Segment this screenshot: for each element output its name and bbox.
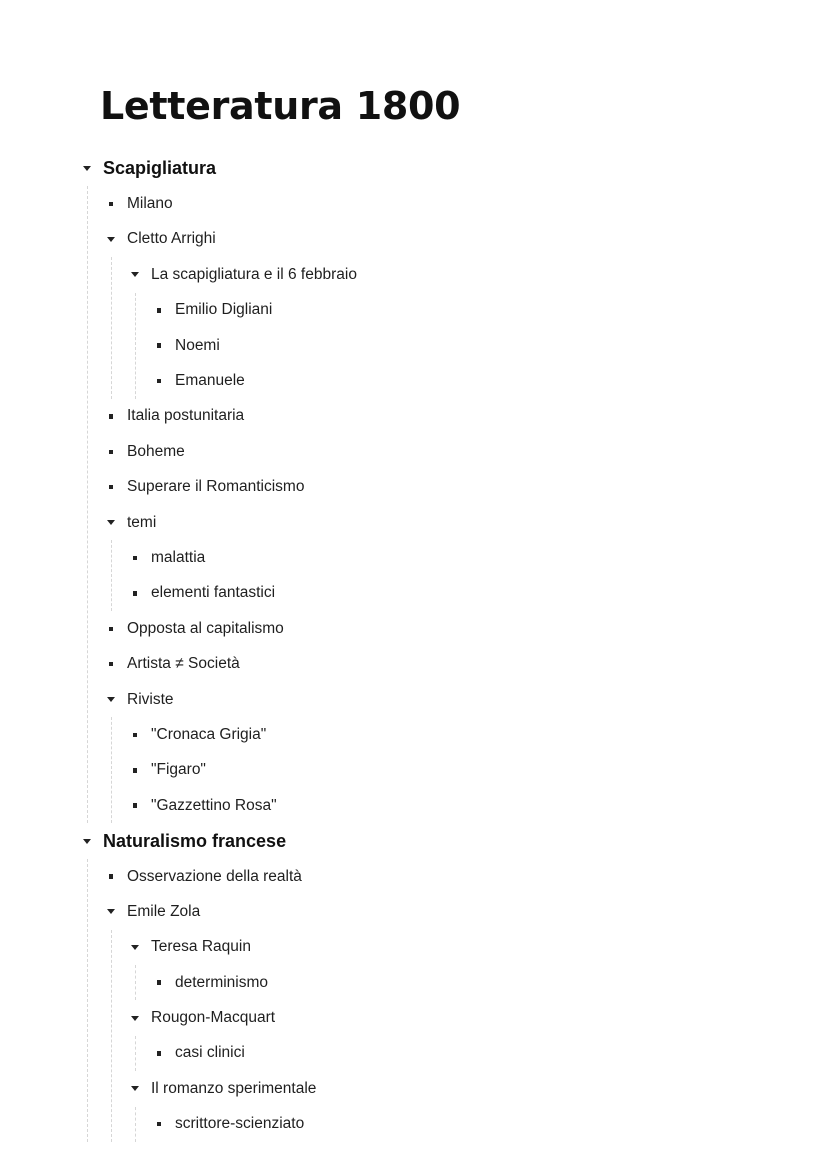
square-bullet-icon [133, 556, 138, 561]
outline-item [104, 611, 780, 646]
outline-item-label: Emilio Digliani [175, 301, 273, 319]
outline-item [128, 753, 780, 788]
square-bullet-icon [109, 202, 114, 207]
collapse-toggle-icon[interactable] [104, 693, 118, 707]
outline-item [128, 540, 780, 575]
page-title: Letteratura 1800 [100, 84, 461, 128]
square-bullet-icon [157, 379, 162, 384]
outline-row [104, 894, 780, 929]
square-bullet-icon [157, 1051, 162, 1056]
outline-item-label: Milano [127, 195, 173, 213]
caret-down-icon [131, 1016, 139, 1021]
bullet-icon [152, 1117, 166, 1131]
bullet-icon [152, 976, 166, 990]
outline-item-label: Italia postunitaria [127, 407, 245, 425]
caret-down-icon [131, 272, 139, 277]
outline-item-label: Il romanzo sperimentale [151, 1079, 317, 1097]
outline-item [104, 222, 780, 399]
outline-item-label: Teresa Raquin [151, 938, 251, 956]
outline-item-label: Rougon-Macquart [151, 1009, 276, 1027]
outline-item-label: Opposta al capitalismo [127, 619, 284, 637]
outline-row [104, 682, 780, 717]
bullet-icon [128, 799, 142, 813]
outline-item-label: Cletto Arrighi [127, 230, 216, 248]
outline-item-label: Boheme [127, 442, 185, 460]
square-bullet-icon [133, 733, 138, 738]
outline-item-label: temi [127, 513, 157, 531]
outline-item [104, 434, 780, 469]
outline-row [104, 222, 780, 257]
outline-row [128, 717, 780, 752]
square-bullet-icon [109, 450, 114, 455]
bullet-icon [128, 728, 142, 742]
outline-item [104, 399, 780, 434]
outline-children [135, 293, 780, 399]
bullet-icon [104, 409, 118, 423]
outline-row [152, 328, 780, 363]
square-bullet-icon [157, 308, 162, 313]
outline-item [128, 717, 780, 752]
section-heading: Naturalismo francese [103, 830, 287, 851]
outline-item [104, 470, 780, 505]
caret-down-icon [107, 697, 115, 702]
outline-item [128, 788, 780, 823]
outline-row [104, 399, 780, 434]
outline-row [128, 540, 780, 575]
outline-item [128, 930, 780, 1001]
outline-item [128, 1071, 780, 1142]
square-bullet-icon [157, 343, 162, 348]
outline-row [104, 186, 780, 221]
collapse-toggle-icon[interactable] [128, 940, 142, 954]
bullet-icon [104, 870, 118, 884]
outline-item [104, 186, 780, 221]
outline-item-label: scrittore-scienziato [175, 1115, 305, 1133]
outline-children [135, 1036, 780, 1071]
collapse-toggle-icon[interactable] [128, 1082, 142, 1096]
outline-item-label: La scapigliatura e il 6 febbraio [151, 265, 357, 283]
outline-item [80, 151, 780, 823]
outline-item-label: malattia [151, 548, 206, 566]
outline-children [87, 859, 780, 1142]
outline-row [152, 1036, 780, 1071]
outline-item [104, 859, 780, 894]
outline-row [104, 646, 780, 681]
outline-item [104, 894, 780, 1142]
outline-item-label: "Figaro" [151, 761, 206, 779]
square-bullet-icon [157, 1122, 162, 1127]
outline-row [80, 823, 780, 858]
caret-down-icon [131, 1086, 139, 1091]
bullet-icon [104, 445, 118, 459]
outline-item-label: "Gazzettino Rosa" [151, 796, 277, 814]
square-bullet-icon [157, 980, 162, 985]
outline-item [152, 363, 780, 398]
bullet-icon [104, 480, 118, 494]
outline-item-label: determinismo [175, 973, 269, 991]
outline-item-label: casi clinici [175, 1044, 245, 1062]
outline-item [152, 965, 780, 1000]
outline-item [104, 682, 780, 824]
bullet-icon [104, 622, 118, 636]
outline-children [87, 186, 780, 823]
outline-item-label: "Cronaca Grigia" [151, 725, 267, 743]
outline-item-label: Superare il Romanticismo [127, 478, 305, 496]
outline-item [80, 823, 780, 1142]
square-bullet-icon [109, 485, 114, 490]
outline-children [111, 717, 780, 823]
bullet-icon [128, 763, 142, 777]
outline-row [128, 576, 780, 611]
outline-item [152, 1036, 780, 1071]
square-bullet-icon [133, 591, 138, 596]
outline-row [128, 1071, 780, 1106]
caret-down-icon [131, 945, 139, 950]
outline-row [104, 505, 780, 540]
outline [80, 151, 780, 1142]
outline-row [152, 1107, 780, 1142]
outline-row [152, 363, 780, 398]
outline-children [111, 930, 780, 1142]
bullet-icon [128, 551, 142, 565]
outline-item-label: Osservazione della realtà [127, 867, 302, 885]
outline-row [80, 151, 780, 186]
bullet-icon [152, 374, 166, 388]
bullet-icon [104, 197, 118, 211]
caret-down-icon [83, 839, 91, 844]
caret-down-icon [107, 909, 115, 914]
outline-row [104, 611, 780, 646]
outline-item [128, 257, 780, 399]
outline-item-label: Riviste [127, 690, 174, 708]
section-heading: Scapigliatura [103, 158, 217, 179]
outline-row [128, 930, 780, 965]
outline-item [152, 293, 780, 328]
outline-row [128, 753, 780, 788]
outline-item-label: Emanuele [175, 372, 245, 390]
caret-down-icon [107, 520, 115, 525]
collapse-toggle-icon[interactable] [80, 162, 94, 176]
collapse-toggle-icon[interactable] [128, 1011, 142, 1025]
bullet-icon [104, 657, 118, 671]
outline-item [152, 328, 780, 363]
collapse-toggle-icon[interactable] [128, 268, 142, 282]
caret-down-icon [107, 237, 115, 242]
collapse-toggle-icon[interactable] [80, 834, 94, 848]
outline-list [80, 151, 780, 1142]
bullet-icon [152, 303, 166, 317]
square-bullet-icon [109, 874, 114, 879]
outline-item-label: elementi fantastici [151, 584, 276, 602]
bullet-icon [128, 586, 142, 600]
outline-item-label: Emile Zola [127, 902, 201, 920]
outline-row [152, 965, 780, 1000]
outline-item [104, 505, 780, 611]
outline-item-label: Noemi [175, 336, 220, 354]
caret-down-icon [83, 166, 91, 171]
outline-row [104, 470, 780, 505]
square-bullet-icon [133, 803, 138, 808]
outline-children [111, 540, 780, 611]
square-bullet-icon [109, 414, 114, 419]
outline-children [135, 965, 780, 1000]
outline-row [128, 257, 780, 292]
outline-item [128, 1000, 780, 1071]
outline-children [111, 257, 780, 399]
outline-row [128, 788, 780, 823]
collapse-toggle-icon[interactable] [104, 905, 118, 919]
outline-item [152, 1107, 780, 1142]
square-bullet-icon [109, 627, 114, 632]
outline-item [128, 576, 780, 611]
outline-row [152, 293, 780, 328]
outline-row [128, 1000, 780, 1035]
outline-row [104, 434, 780, 469]
outline-row [104, 859, 780, 894]
square-bullet-icon [109, 662, 114, 667]
collapse-toggle-icon[interactable] [104, 516, 118, 530]
outline-children [135, 1107, 780, 1142]
collapse-toggle-icon[interactable] [104, 232, 118, 246]
square-bullet-icon [133, 768, 138, 773]
outline-item-label: Artista ≠ Società [127, 655, 240, 673]
bullet-icon [152, 339, 166, 353]
bullet-icon [152, 1046, 166, 1060]
outline-item [104, 646, 780, 681]
